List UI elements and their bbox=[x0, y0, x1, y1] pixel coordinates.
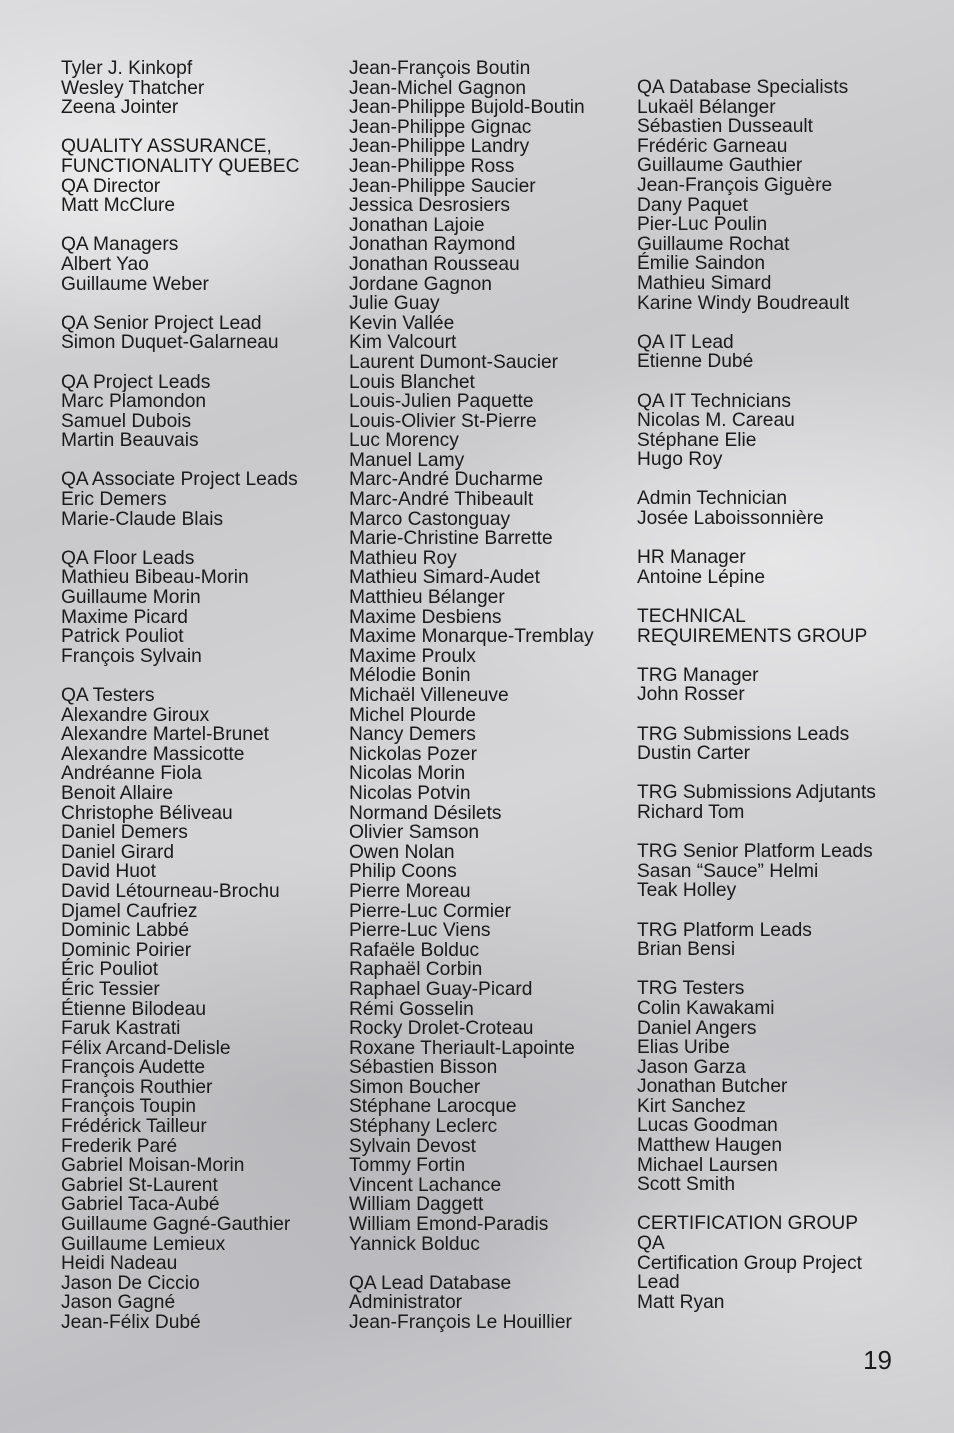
credit-line: Louis-Julien Paquette bbox=[349, 391, 534, 413]
credit-line: Jason Gagné bbox=[61, 1292, 176, 1314]
spacer bbox=[637, 587, 937, 607]
credit-line: Pier-Luc Poulin bbox=[637, 214, 768, 236]
credit-line: Daniel Girard bbox=[61, 841, 175, 863]
credit-line: Jean-Philippe Gignac bbox=[349, 116, 532, 138]
credit-line: Jonathan Lajoie bbox=[349, 214, 485, 236]
credit-line: CERTIFICATION GROUP bbox=[637, 1213, 859, 1235]
credit-line: Guillaume Morin bbox=[61, 587, 201, 609]
spacer bbox=[637, 646, 937, 666]
credit-line: Mathieu Simard-Audet bbox=[349, 567, 540, 589]
credit-line: Frédérick Tailleur bbox=[61, 1116, 207, 1138]
credit-line: Certification Group Project bbox=[637, 1252, 863, 1274]
credit-line: QA Testers bbox=[61, 685, 155, 706]
credit-line: Guillaume Weber bbox=[61, 273, 209, 295]
credit-line: Émilie Saindon bbox=[637, 253, 765, 275]
credit-line: Rémi Gosselin bbox=[349, 998, 474, 1020]
credit-line: Nicolas M. Careau bbox=[637, 410, 795, 432]
credit-line: Jessica Desrosiers bbox=[349, 195, 511, 217]
credits-column-right bbox=[637, 78, 937, 1312]
credit-line: Eric Demers bbox=[61, 489, 167, 511]
spacer bbox=[61, 666, 351, 686]
credit-line: Gabriel Moisan-Morin bbox=[61, 1155, 245, 1177]
credit-line: Mélodie Bonin bbox=[349, 665, 471, 687]
credit-line: Etienne Dubé bbox=[637, 351, 754, 373]
credit-line: Vincent Lachance bbox=[349, 1174, 502, 1196]
spacer bbox=[61, 294, 351, 314]
credit-line: Pierre-Luc Viens bbox=[349, 920, 491, 942]
credit-line: TRG Submissions Leads bbox=[637, 723, 850, 745]
credit-line: QA Managers bbox=[61, 234, 179, 256]
credit-line: Mathieu Simard bbox=[637, 272, 772, 294]
credit-line: Matt McClure bbox=[61, 195, 176, 217]
credit-line: TRG Manager bbox=[637, 664, 759, 686]
credit-line: Elias Uribe bbox=[637, 1037, 730, 1059]
credit-line: Mathieu Roy bbox=[349, 547, 457, 569]
credit-line: Tommy Fortin bbox=[349, 1155, 466, 1177]
credit-line: Dany Paquet bbox=[637, 194, 748, 216]
credit-line: Lukaël Bélanger bbox=[637, 96, 776, 118]
credit-line: Gabriel Taca-Aubé bbox=[61, 1194, 220, 1216]
credit-line: TECHNICAL bbox=[637, 606, 746, 628]
credit-line: Olivier Samson bbox=[349, 822, 480, 844]
spacer bbox=[637, 1195, 937, 1215]
credit-line: David Létourneau-Brochu bbox=[61, 880, 280, 902]
credit-line: Jason De Ciccio bbox=[61, 1272, 200, 1294]
credit-line: Dustin Carter bbox=[637, 743, 751, 765]
credit-line: Guillaume Gauthier bbox=[637, 155, 803, 177]
credit-line: Frederik Paré bbox=[61, 1135, 178, 1157]
credit-line: Josée Laboissonnière bbox=[637, 508, 824, 530]
spacer bbox=[637, 764, 937, 784]
credit-line: Maxime Monarque-Tremblay bbox=[349, 626, 594, 648]
credit-line: Philip Coons bbox=[349, 861, 457, 883]
credit-line: Jean-Michel Gagnon bbox=[349, 77, 527, 99]
credit-line: Richard Tom bbox=[637, 801, 745, 823]
credit-line: Heidi Nadeau bbox=[61, 1253, 178, 1275]
spacer bbox=[637, 960, 937, 980]
credit-line: Michaël Villeneuve bbox=[349, 685, 509, 706]
credit-line: Nancy Demers bbox=[349, 724, 476, 746]
credit-line: QA bbox=[637, 1233, 665, 1255]
credit-line: Rocky Drolet-Croteau bbox=[349, 1018, 534, 1040]
credit-line: Simon Duquet-Galarneau bbox=[61, 332, 279, 354]
credit-line: David Huot bbox=[61, 861, 156, 883]
credit-line: Karine Windy Boudreault bbox=[637, 292, 850, 314]
credit-line: Jean-François Boutin bbox=[349, 58, 531, 79]
credit-line: François Routhier bbox=[61, 1076, 213, 1098]
credit-line: Frédéric Garneau bbox=[637, 135, 788, 157]
credit-line: Michael Laursen bbox=[637, 1154, 778, 1176]
credit-line: Stéphane Larocque bbox=[349, 1096, 517, 1118]
credit-line: Sasan “Sauce” Helmi bbox=[637, 860, 819, 882]
credit-line: QA Lead Database bbox=[349, 1272, 512, 1294]
credit-line: Jean-Philippe Saucier bbox=[349, 175, 536, 197]
credit-line: Tyler J. Kinkopf bbox=[61, 58, 193, 79]
credit-line: REQUIREMENTS GROUP bbox=[637, 625, 868, 647]
credit-line: Marie-Claude Blais bbox=[61, 508, 224, 530]
credit-line: Samuel Dubois bbox=[61, 410, 192, 432]
credit-line: Félix Arcand-Delisle bbox=[61, 1037, 231, 1059]
credit-line: TRG Platform Leads bbox=[637, 919, 812, 941]
credit-line: Albert Yao bbox=[61, 253, 149, 275]
spacer bbox=[349, 1254, 639, 1274]
credit-line: Christophe Béliveau bbox=[61, 802, 233, 824]
credit-line: Simon Boucher bbox=[349, 1076, 481, 1098]
credit-line: FUNCTIONALITY QUEBEC bbox=[61, 155, 300, 177]
spacer bbox=[637, 901, 937, 921]
credit-line: Alexandre Giroux bbox=[61, 704, 210, 726]
spacer bbox=[637, 470, 937, 490]
credit-line: Kevin Vallée bbox=[349, 312, 455, 334]
credit-line: Jason Garza bbox=[637, 1056, 746, 1078]
credit-line: Djamel Caufriez bbox=[61, 900, 198, 922]
credit-line: Jean-Philippe Bujold-Boutin bbox=[349, 97, 585, 119]
credit-line: Jonathan Butcher bbox=[637, 1076, 788, 1098]
credit-line: Matthieu Bélanger bbox=[349, 587, 505, 609]
credit-line: Daniel Demers bbox=[61, 822, 188, 844]
credit-line: Admin Technician bbox=[637, 488, 788, 510]
credit-line: Guillaume Rochat bbox=[637, 233, 790, 255]
credit-line: QA IT Technicians bbox=[637, 390, 791, 412]
credit-line: François Toupin bbox=[61, 1096, 197, 1118]
credit-line: Mathieu Bibeau-Morin bbox=[61, 567, 249, 589]
credit-line: Nicolas Potvin bbox=[349, 782, 471, 804]
credit-line: QA Floor Leads bbox=[61, 547, 195, 569]
spacer bbox=[61, 529, 351, 549]
credit-line: QA Database Specialists bbox=[637, 77, 849, 98]
credit-line: Faruk Kastrati bbox=[61, 1018, 181, 1040]
credit-line: TRG Senior Platform Leads bbox=[637, 841, 873, 863]
spacer bbox=[61, 353, 351, 373]
credit-line: Maxime Proulx bbox=[349, 645, 476, 667]
credit-line: Maxime Picard bbox=[61, 606, 188, 628]
credit-line: François Sylvain bbox=[61, 645, 202, 667]
credit-line: Marc-André Ducharme bbox=[349, 469, 544, 491]
credit-line: Normand Désilets bbox=[349, 802, 502, 824]
credit-line: Yannick Bolduc bbox=[349, 1233, 480, 1255]
credit-line: Zeena Jointer bbox=[61, 97, 179, 119]
spacer bbox=[637, 529, 937, 549]
credit-line: Éric Tessier bbox=[61, 978, 160, 1000]
credit-line: Jonathan Raymond bbox=[349, 234, 516, 256]
credit-line: Owen Nolan bbox=[349, 841, 455, 863]
credit-line: Kirt Sanchez bbox=[637, 1095, 746, 1117]
credit-line: Julie Guay bbox=[349, 293, 440, 315]
credit-line: Stéphany Leclerc bbox=[349, 1116, 498, 1138]
credit-line: QA Associate Project Leads bbox=[61, 469, 298, 491]
credit-line: Pierre-Luc Cormier bbox=[349, 900, 512, 922]
credit-line: Colin Kawakami bbox=[637, 997, 775, 1019]
credit-line: TRG Testers bbox=[637, 978, 745, 1000]
credit-line: Nickolas Pozer bbox=[349, 743, 477, 765]
credit-line: Teak Holley bbox=[637, 880, 737, 902]
credits-column-left bbox=[61, 59, 351, 1333]
credit-line: Marie-Christine Barrette bbox=[349, 528, 553, 550]
credit-line: Administrator bbox=[349, 1292, 463, 1314]
credit-line: Scott Smith bbox=[637, 1174, 736, 1196]
credit-line: Dominic Labbé bbox=[61, 920, 189, 942]
credit-line: John Rosser bbox=[637, 684, 745, 706]
credit-line: QA Project Leads bbox=[61, 371, 211, 393]
spacer bbox=[61, 118, 351, 138]
spacer bbox=[61, 216, 351, 236]
credit-line: Louis-Olivier St-Pierre bbox=[349, 410, 537, 432]
credit-line: HR Manager bbox=[637, 547, 746, 569]
credit-line: Pierre Moreau bbox=[349, 880, 471, 902]
credit-line: Jonathan Rousseau bbox=[349, 253, 520, 275]
credit-line: Dominic Poirier bbox=[61, 939, 192, 961]
credit-line: Daniel Angers bbox=[637, 1017, 757, 1039]
credit-line: Matthew Haugen bbox=[637, 1135, 783, 1157]
credit-line: Éric Pouliot bbox=[61, 959, 159, 981]
credit-line: Sébastien Dusseault bbox=[637, 116, 813, 138]
credit-line: Louis Blanchet bbox=[349, 371, 475, 393]
credit-line: Marco Castonguay bbox=[349, 508, 511, 530]
credit-line: William Daggett bbox=[349, 1194, 484, 1216]
credit-line: Lead bbox=[637, 1272, 680, 1294]
credit-line: Alexandre Martel-Brunet bbox=[61, 724, 269, 746]
credit-line: Michel Plourde bbox=[349, 704, 476, 726]
credits-column-middle bbox=[349, 59, 639, 1333]
credit-line: Jean-François Giguère bbox=[637, 174, 833, 196]
credit-line: Hugo Roy bbox=[637, 449, 723, 471]
credit-line: Matt Ryan bbox=[637, 1291, 725, 1313]
credit-line: Jean-Félix Dubé bbox=[61, 1312, 201, 1333]
credit-line: Manuel Lamy bbox=[349, 449, 465, 471]
credit-line: Guillaume Lemieux bbox=[61, 1233, 226, 1255]
credit-line: Raphaël Corbin bbox=[349, 959, 483, 981]
credit-line: Sylvain Devost bbox=[349, 1135, 476, 1157]
spacer bbox=[637, 705, 937, 725]
spacer bbox=[637, 372, 937, 392]
credit-line: QA Director bbox=[61, 175, 161, 197]
credit-line: Laurent Dumont-Saucier bbox=[349, 351, 559, 373]
credit-line: William Emond-Paradis bbox=[349, 1214, 549, 1236]
credit-line: Maxime Desbiens bbox=[349, 606, 502, 628]
credit-line: Luc Morency bbox=[349, 430, 459, 452]
credit-line: Nicolas Morin bbox=[349, 763, 466, 785]
credit-line: Stéphane Elie bbox=[637, 429, 757, 451]
credit-line: François Audette bbox=[61, 1057, 205, 1079]
credit-line: QA Senior Project Lead bbox=[61, 312, 262, 334]
credit-line: Kim Valcourt bbox=[349, 332, 457, 354]
credit-line: QUALITY ASSURANCE, bbox=[61, 136, 272, 158]
credit-line: Étienne Bilodeau bbox=[61, 998, 207, 1020]
credit-line: Marc Plamondon bbox=[61, 391, 207, 413]
credit-line: QA IT Lead bbox=[637, 331, 734, 353]
credit-line: Marc-André Thibeault bbox=[349, 489, 534, 511]
credit-line: Jean-Philippe Ross bbox=[349, 155, 515, 177]
credit-line: Alexandre Massicotte bbox=[61, 743, 245, 765]
credit-line: Brian Bensi bbox=[637, 939, 736, 961]
credit-line: Sébastien Bisson bbox=[349, 1057, 498, 1079]
credit-line: Roxane Theriault-Lapointe bbox=[349, 1037, 575, 1059]
credit-line: Jean-Philippe Landry bbox=[349, 136, 530, 158]
spacer bbox=[61, 451, 351, 471]
spacer bbox=[637, 313, 937, 333]
spacer bbox=[637, 823, 937, 843]
credit-line: Andréanne Fiola bbox=[61, 763, 202, 785]
credit-line: Raphael Guay-Picard bbox=[349, 978, 533, 1000]
credit-line: Lucas Goodman bbox=[637, 1115, 778, 1137]
credit-line: Martin Beauvais bbox=[61, 430, 199, 452]
credit-line: Jean-François Le Houillier bbox=[349, 1312, 572, 1333]
credit-line: Benoit Allaire bbox=[61, 782, 173, 804]
credit-line: TRG Submissions Adjutants bbox=[637, 782, 876, 804]
credit-line: Antoine Lépine bbox=[637, 566, 766, 588]
credit-line: Gabriel St-Laurent bbox=[61, 1174, 218, 1196]
credit-line: Rafaële Bolduc bbox=[349, 939, 480, 961]
credit-line: Patrick Pouliot bbox=[61, 626, 184, 648]
page-number: 19 bbox=[863, 1345, 892, 1375]
credit-line: Jordane Gagnon bbox=[349, 273, 492, 295]
credit-line: Wesley Thatcher bbox=[61, 77, 205, 99]
credit-line: Guillaume Gagné-Gauthier bbox=[61, 1214, 291, 1236]
